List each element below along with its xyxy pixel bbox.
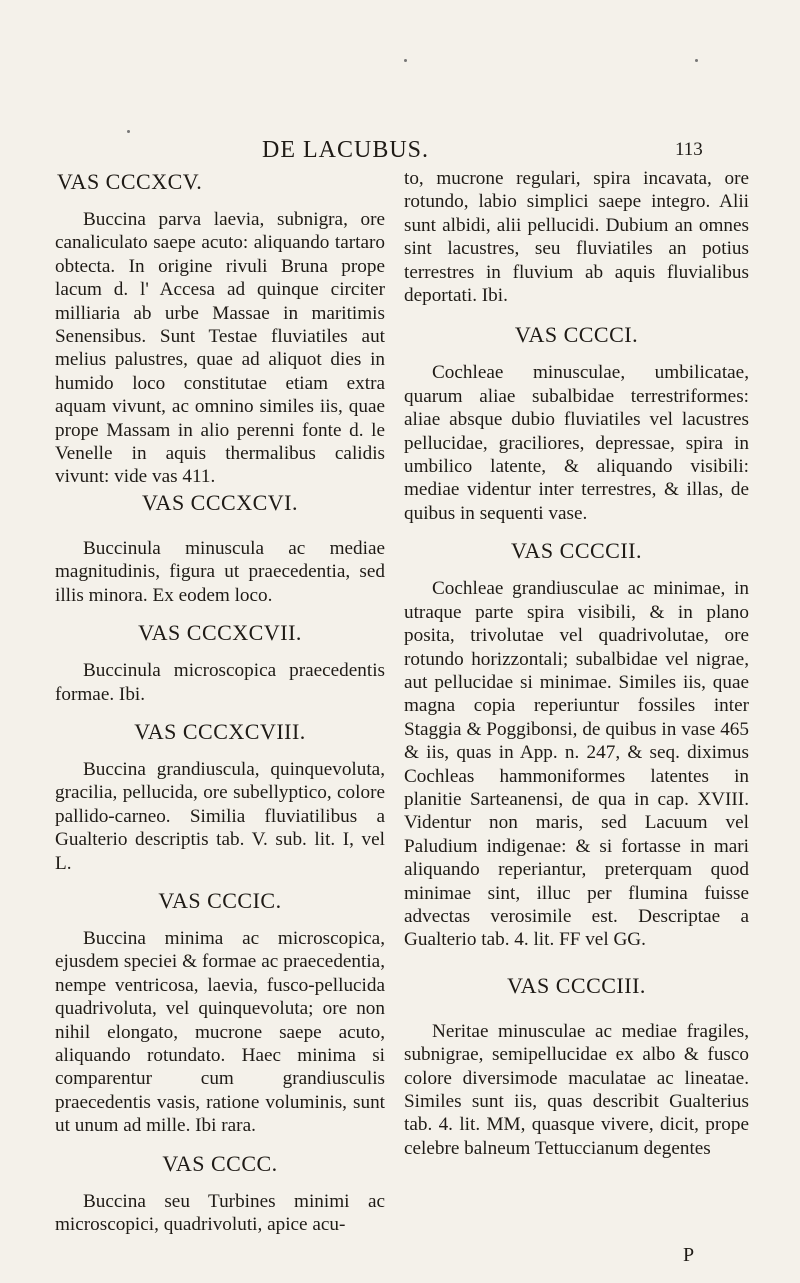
paper-speck <box>404 59 407 62</box>
section-paragraph: Cochleae grandiusculae ac minimae, in utraque parte spira visibili, & in plano posita, trivolutae vel quadrivolutae, ore rotundo horizzontali; subalbidae vel nigrae, aut pellucidae si minimae. Similes iis, quae magna copia reperiuntur fossiles inter Staggia & Poggibonsi, de quibus in vase 465 & iis, quas in App. n. 247, & seq. diximus Cochleas hammoniformes latentes in planitie Sarteanensi, de qua in cap. XVIII. Videntur non maris, sed Lacuum vel Paludium indigenae: & si fortasse in mari aliquando reperiantur, preterquam quod minimae sint, illuc per flumina fuisse advectas verosimile est. Descriptae a Gualterio tab. 4. lit. FF vel GG. <box>404 578 749 951</box>
section-heading: VAS CCCXCVIII. <box>134 718 306 744</box>
section-heading: VAS CCCCII. <box>510 538 643 564</box>
running-title: DE LACUBUS. <box>262 137 430 163</box>
right-column <box>404 167 749 1160</box>
section-paragraph: Neritae minusculae ac mediae fragiles, subnigrae, semipellucidae ex albo & fusco colore diversimode maculatae ac lineatae. Similes sunt iis, quas describit Gualterius tab. 4. lit. MM, quasque vivere, dicit, prope celebre balneum Tettuccianum degentes <box>404 1020 749 1159</box>
section-heading: VAS CCCIC. <box>158 887 282 913</box>
page-number: 113 <box>675 139 703 160</box>
left-column <box>55 168 385 1236</box>
section-paragraph: Buccina minima ac microscopica, ejusdem speciei & formae ac praecedentia, nempe ventricosa, laevia, fusco-pellucida quadrivoluta, vel quinquevoluta; ore non nihil elongato, mucrone saepe acuto, aliquando rotundato. Haec minima si comparentur cum grandiusculis praecedentis vasis, ratione voluminis, sunt ut unum ad mille. Ibi rara. <box>55 927 385 1137</box>
paper-speck <box>127 130 130 133</box>
catchword: P <box>683 1244 695 1266</box>
section-heading: VAS CCCXCVI. <box>142 489 298 515</box>
section-paragraph: Buccina parva laevia, subnigra, ore canaliculato saepe acuto: aliquando tartaro obtecta. In origine rivuli Bruna prope lacum d. l' Accesa ad quinque circiter milliaria ab urbe Massae in maritimis Senensibus. Sunt Testae fluviatiles aut melius palustres, quae ad aliquot dies in humido loco constitutae etiam extra aquam vivunt, ac omnino similes iis, quae prope Massam in alio perenni fonte d. le Venelle in aquis thermalibus calidis vivunt: vide vas 411. <box>55 209 385 488</box>
section-paragraph: Buccina seu Turbines minimi ac microscopici, quadrivoluti, apice acu- <box>55 1190 385 1235</box>
section-paragraph: Cochleae minusculae, umbilicatae, quarum aliae subalbidae terrestriformes: aliae absque dubio fluviatiles vel lacustres pellucidae, graciliores, depressae, spira in umbilico latente, & aliquando visibili: mediae videntur inter terrestres, & illas, de quibus in sequenti vase. <box>404 362 749 524</box>
section-paragraph: Buccinula microscopica praecedentis formae. Ibi. <box>55 660 385 705</box>
section-heading: VAS CCCCIII. <box>507 972 646 998</box>
section-heading: VAS CCCC. <box>162 1150 278 1176</box>
section-paragraph: Buccinula minuscula ac mediae magnitudinis, figura ut praecedentia, sed illis minora. Ex eodem loco. <box>55 537 385 606</box>
paper-speck <box>695 59 698 62</box>
section-heading: VAS CCCCI. <box>514 322 639 348</box>
section-heading: VAS CCCXCV. <box>57 169 203 194</box>
section-paragraph: Buccina grandiuscula, quinquevoluta, gracilia, pellucida, ore subellyptico, colore pallido-carneo. Similia fluviatilibus a Gualterio descriptis tab. V. sub. lit. I, vel L. <box>55 758 385 874</box>
section-heading: VAS CCCXCVII. <box>138 620 302 646</box>
section-paragraph: to, mucrone regulari, spira incavata, ore rotundo, labio simplici saepe integro. Alii sunt albidi, alii pellucidi. Dubium an omnes sint lacustres, seu fluviatiles an potius terrestres in fluvium ab aquis fluvialibus deportati. Ibi. <box>404 168 749 307</box>
